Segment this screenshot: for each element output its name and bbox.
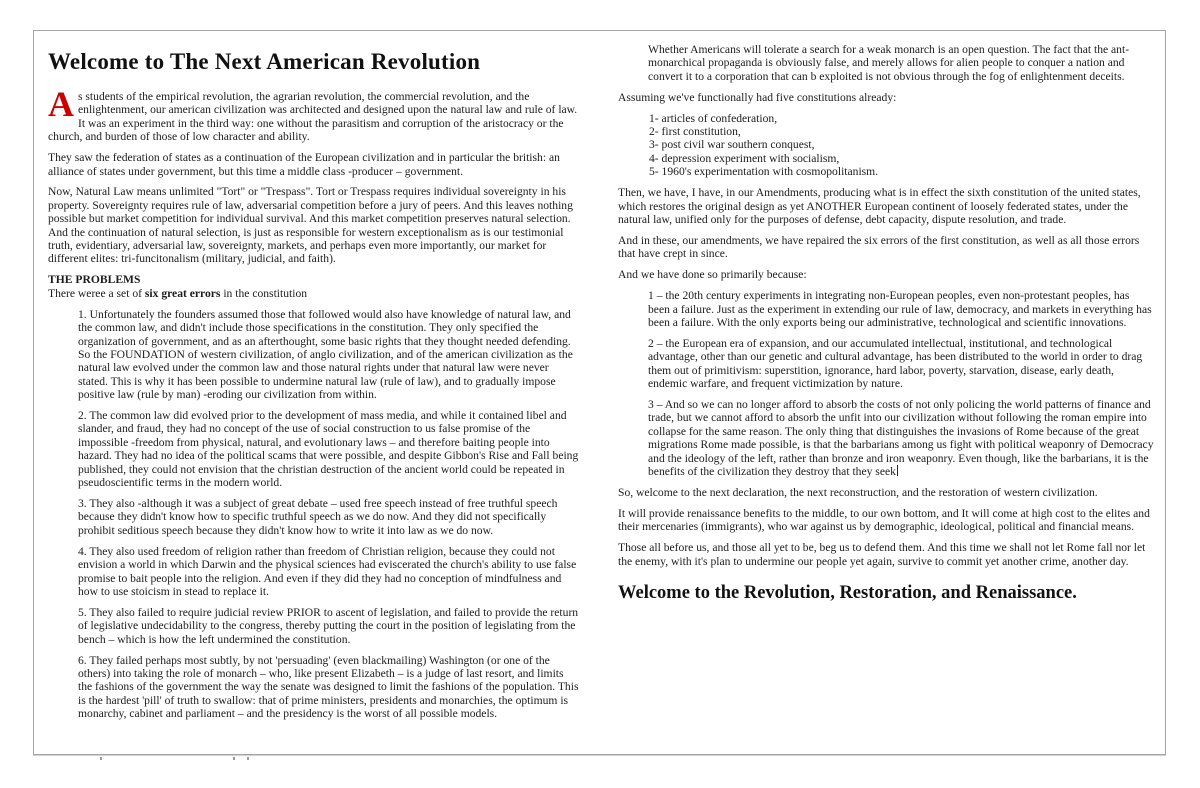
paragraph-text: s students of the empirical revolution, the agrarian revolution, the commercial revolution, and the enlightenment, our american civilization was architected and designed upon the natural law and rule of law. It was an experiment in the third way: one without the parasitism and corruption of the aristocracy or the church, and burden of those of low character and ability. — [48, 90, 578, 144]
paragraph-welcome-declaration: So, welcome to the next declaration, the next reconstruction, and the restoration of western civilization. — [618, 485, 1098, 499]
page-title: Welcome to The Next American Revolution — [48, 49, 481, 74]
problems-intro-pre: There weree a set of — [48, 286, 145, 300]
reason-item-1: 1 – the 20th century experiments in integrating non-European peoples, even non-protestant peoples, has been a failure. Just as the experiment in extending our rule of law, democracy, and markets in everything has been a failure. With the only exports being our administrative, technological and scientific innovations. — [648, 289, 1152, 329]
error-item-3: 3. They also -although it was a subject of great debate – used free speech instead of free truthful speech because they didn't know how to specific truthful speech as we do now. And they did not specifically prohibit seditious speech because they didn't know how to write it into law as we do now. — [78, 496, 558, 537]
constitution-item-2: 2- first constitution, — [649, 125, 741, 139]
reason-item-3 — [648, 398, 1154, 478]
problems-intro — [48, 287, 580, 300]
text-cursor — [897, 465, 898, 476]
left-column — [48, 43, 580, 749]
constitution-item-4: 4- depression experiment with socialism, — [649, 151, 840, 165]
paragraph-weak-monarch: Whether Americans will tolerate a search for a weak monarch is an open question. The fact that the ant-monarchical propaganda is obviously false, and merely allows for alien people to conquer a nation and convert it to a corporation that can b exploited is not obvious through the fog of enlightenment deceits. — [648, 43, 1130, 83]
closing-heading: Welcome to the Revolution, Restoration, and Renaissance. — [618, 582, 1077, 603]
paragraph-federation: They saw the federation of states as a continuation of the European civilization and in particular the british: an alliance of states under government, but this time a middle class -producer – government. — [48, 151, 560, 178]
error-item-2: 2. The common law did evolved prior to the development of mass media, and while it contained libel and slander, and fraud, they had no concept of the use of social construction to us false promise of the impossible -freedom from physical, natural, and evolutionary laws – and therefore baiting people into hazard. They had no idea of the political scams that were possible, and despite Gibbon's Rise and Fall being published, they could not envision that the christian destruction of the ancient world could be repeated in pseudoscientific terms in the modern world. — [78, 409, 579, 490]
right-column — [618, 43, 1154, 749]
error-item-4: 4. They also used freedom of religion rather than freedom of Christian religion, because they could not envision a world in which Darwin and the physical sciences had eviscerated the church's ability to use false promise to bait people into the religion. And even if they did they had no conception of mindfulness and how to use stoicism in stead to replace it. — [78, 544, 577, 598]
constitutions-list — [649, 112, 1154, 179]
constitution-item-5: 5- 1960's experimentation with cosmopolitanism. — [649, 165, 879, 179]
paragraph-sixth-constitution: Then, we have, I have, in our Amendments, producing what is in effect the sixth constitution of the united states, which restores the original design as yet ANOTHER European continent of loosely federated states, under the natural law, unified only for the purposes of defense, debt capacity, dispute resolution, and trade. — [618, 186, 1141, 226]
error-item-6: 6. They failed perhaps most subtly, by not 'persuading' (even blackmailing) Washington (or one of the others) into taking the role of monarch – who, like present Elizabeth – is a judge of last resort, and limits the fashions of the government the way the senate was designed to limit the fashions of the population. This is the hardest 'pill' of truth to swallow: that of prime ministers, presidents and monarchies, the optimum is monarchy, cabinet and parliament – and the presidency is the worst of all possible models. — [78, 653, 579, 721]
paragraph-natural-law: Now, Natural Law means unlimited "Tort" or "Trespass". Tort or Trespass requires individual sovereignty in his property. Sovereignty requires rule of law, adversarial competition before a jury of peers. And this leaves nothing possible but market competition for individual survival. And this market competition preserves natural selection. And the continuation of natural selection, is just as responsible for western exceptionalism as is our testimonial truth, evidentiary, adversarial law, sovereignty, markets, and perhaps even more importantly, our market for different elites: tri-funcitonalism (military, judicial, and faith). — [48, 185, 573, 266]
constitution-item-1: 1- articles of confederation, — [649, 111, 778, 125]
reason-item-2: 2 – the European era of expansion, and our accumulated intellectual, institutional, and technological advantage, other than our genetic and cultural advantage, has been distributed to the world in order to drag them out of primitivism: superstition, ignorance, hard labor, poverty, starvation, disease, early death, endemic warfare, and frequent victimization by nature. — [648, 336, 1143, 391]
paragraph-renaissance-benefits: It will provide renaissance benefits to the middle, to our own bottom, and It will come at high cost to the elites and their mercenaries (immigrants), who war against us by demographic, ideological, political and financial means. — [618, 506, 1150, 534]
problems-intro-emphasis: six great errors — [144, 286, 221, 300]
constitution-item-3: 3- post civil war southern conquest, — [649, 138, 815, 152]
error-item-1: 1. Unfortunately the founders assumed those that followed would also have knowledge of natural law, and the common law, and didn't include those specifications in the constitution. They only specified the organization of government, and as an afterthought, some basic rights that they thought needed defending. So the FOUNDATION of western civilization, of anglo civilization, and of the american civilization as the natural law evolved under the common law and those natural rights under that natural law were never stated. This is why it has been possible to undermine natural law (rule of law), and to gradually impose positive law (rule by man) -eroding our civilization from within. — [78, 307, 573, 402]
document-page[interactable] — [33, 30, 1166, 755]
problems-intro-post: in the constitution — [220, 286, 308, 300]
paragraph-defend-them: Those all before us, and those all yet to be, beg us to defend them. And this time we shall not let Rome fall nor let the enemy, with it's plan to undermine our people yet again, survive to commit yet another crime, another day. — [618, 541, 1146, 568]
paragraph-because: And we have done so primarily because: — [618, 268, 807, 282]
paragraph-five-constitutions: Assuming we've functionally had five constitutions already: — [618, 90, 897, 104]
paragraph-repaired-errors: And in these, our amendments, we have repaired the six errors of the first constitution, as well as all those errors that have crept in since. — [618, 233, 1140, 261]
paragraph-intro — [48, 84, 580, 144]
problems-heading: THE PROBLEMS — [48, 273, 141, 287]
reason-item-3-text: 3 – And so we can no longer afford to absorb the costs of not only policing the world patterns of finance and trade, but we cannot afford to absorb the unfit into our civilization without following the roman empire into collapse for the same reason. The only thing that distinguishes the invasions of Rome because of the great migrations Rome made possible, is that the barbarians among us fight with political weaponry of Democracy and the ideology of the left, rather than bronze and iron weaponry. Even though, like the barbarians, it is the benefits of the civilization they destroy that they seek — [648, 397, 1154, 478]
drop-cap: A — [48, 84, 74, 124]
error-item-5: 5. They also failed to require judicial review PRIOR to ascent of legislation, and failed to provide the return of legislative undecidability to the congress, thereby putting the court in the position of legislating from the bench – which is how the left undermined the constitution. — [78, 605, 579, 646]
